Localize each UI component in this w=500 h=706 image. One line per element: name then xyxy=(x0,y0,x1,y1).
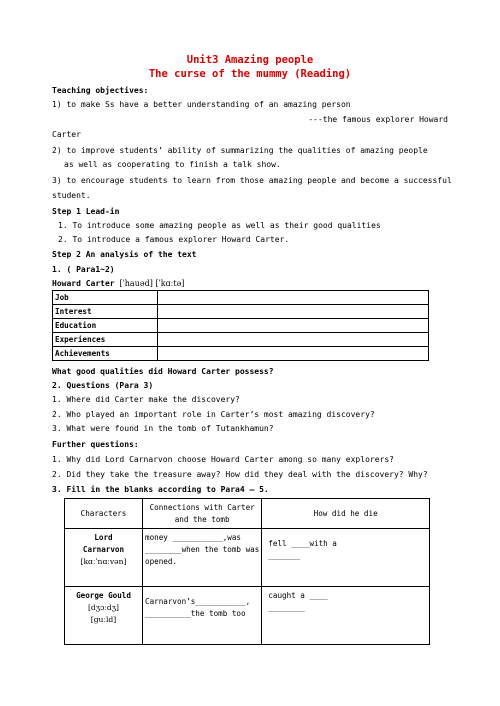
gould-connection[interactable] xyxy=(143,587,262,645)
gould-phonetic-1: [dʒɔːdʒ] xyxy=(87,603,120,612)
further-question-1: 1. Why did Lord Carnarvon choose Howard Carter among so many explorers? xyxy=(52,455,394,464)
step1-item-1: 1. To introduce some amazing people as well as their good qualities xyxy=(58,221,381,230)
step1-item-2: 2. To introduce a famous explorer Howard Carter. xyxy=(58,235,290,244)
row-label-education: Education xyxy=(53,319,158,333)
howard-carter-label xyxy=(52,279,184,288)
carnarvon-connection-line3: opened. xyxy=(145,557,178,566)
carnarvon-name-line1: Lord xyxy=(94,533,113,542)
row-label-interest: Interest xyxy=(53,305,158,319)
question-1: 1. Where did Carter make the discovery? xyxy=(52,395,240,404)
header-characters: Characters xyxy=(65,499,143,529)
blank-cell[interactable] xyxy=(158,347,429,361)
carnarvon-death-line1: fell ____with a xyxy=(268,539,337,548)
objectives-heading: Teaching objectives: xyxy=(52,86,149,95)
question-2: 2. Who played an important role in Carter’s most amazing discovery? xyxy=(52,410,375,419)
gould-name: George Gould xyxy=(76,591,131,600)
gould-death-line1: caught a ____ xyxy=(268,591,328,600)
step1-heading: Step 1 Lead-in xyxy=(52,207,120,216)
carnarvon-death-line2: _______ xyxy=(268,551,301,560)
fill-blanks-heading: 3. Fill in the blanks according to Para4 — 5. xyxy=(52,485,269,494)
header-connections: Connections with Carter and the tomb xyxy=(143,499,262,529)
table-row xyxy=(53,333,429,347)
question-3: 3. What were found in the tomb of Tutankhamun? xyxy=(52,424,274,433)
table-header-row xyxy=(65,499,430,529)
qualities-question: What good qualities did Howard Carter possess? xyxy=(52,367,274,376)
carnarvon-phonetic: [kɑːˈnɑːvən] xyxy=(80,557,127,566)
carnarvon-connection[interactable] xyxy=(143,529,262,587)
questions-heading: 2. Questions (Para 3) xyxy=(52,381,154,390)
objective-2: 2) to improve students’ ability of summarizing the qualities of amazing people xyxy=(52,146,428,155)
lesson-title: The curse of the mummy (Reading) xyxy=(148,68,352,80)
objective-2-continued: as well as cooperating to finish a talk show. xyxy=(64,160,281,169)
table-row xyxy=(65,529,430,587)
unit-title: Unit3 Amazing people xyxy=(186,54,314,66)
objective-1-continued-2: Carter xyxy=(52,130,81,139)
row-label-experiences: Experiences xyxy=(53,333,158,347)
table-row xyxy=(53,291,429,305)
character-gould xyxy=(65,587,143,645)
objective-1: 1) to make Ss have a better understanding of an amazing person xyxy=(52,100,351,109)
further-question-2: 2. Did they take the treasure away? How did they deal with the discovery? Why? xyxy=(52,470,428,479)
gould-death[interactable] xyxy=(262,587,430,645)
table-row xyxy=(53,347,429,361)
further-questions-heading: Further questions: xyxy=(52,440,139,449)
characters-table xyxy=(64,498,430,645)
table-row xyxy=(65,587,430,645)
carter-profile-table xyxy=(52,290,429,361)
gould-connection-line1: Carnarvon’s___________, xyxy=(145,597,251,606)
header-how-died: How did he die xyxy=(262,499,430,529)
objective-3: 3) to encourage students to learn from those amazing people and become a successful xyxy=(52,176,452,185)
gould-connection-line2: __________the tomb too xyxy=(145,609,246,618)
howard-carter-phonetic: [ˈhauəd] [ˈkɑːtə] xyxy=(119,279,185,288)
blank-cell[interactable] xyxy=(158,333,429,347)
para-1-2-heading: 1. ( Para1~2) xyxy=(52,265,115,274)
carnarvon-death[interactable] xyxy=(262,529,430,587)
howard-carter-name: Howard Carter xyxy=(52,279,115,288)
blank-cell[interactable] xyxy=(158,305,429,319)
carnarvon-connection-line1: money ___________,was xyxy=(145,533,242,542)
objective-1-continued: ---the famous explorer Howard xyxy=(308,115,448,124)
step2-heading: Step 2 An analysis of the text xyxy=(52,250,197,259)
character-carnarvon xyxy=(65,529,143,587)
blank-cell[interactable] xyxy=(158,291,429,305)
table-row xyxy=(53,305,429,319)
table-row xyxy=(53,319,429,333)
row-label-job: Job xyxy=(53,291,158,305)
row-label-achievements: Achievements xyxy=(53,347,158,361)
blank-cell[interactable] xyxy=(158,319,429,333)
gould-death-line2: ________ xyxy=(268,603,305,612)
carnarvon-name-line2: Carnarvon xyxy=(82,545,125,554)
objective-3-continued: student. xyxy=(52,191,91,200)
gould-phonetic-2: [guːld] xyxy=(90,615,117,624)
carnarvon-connection-line2: ________when the tomb was xyxy=(145,545,260,554)
